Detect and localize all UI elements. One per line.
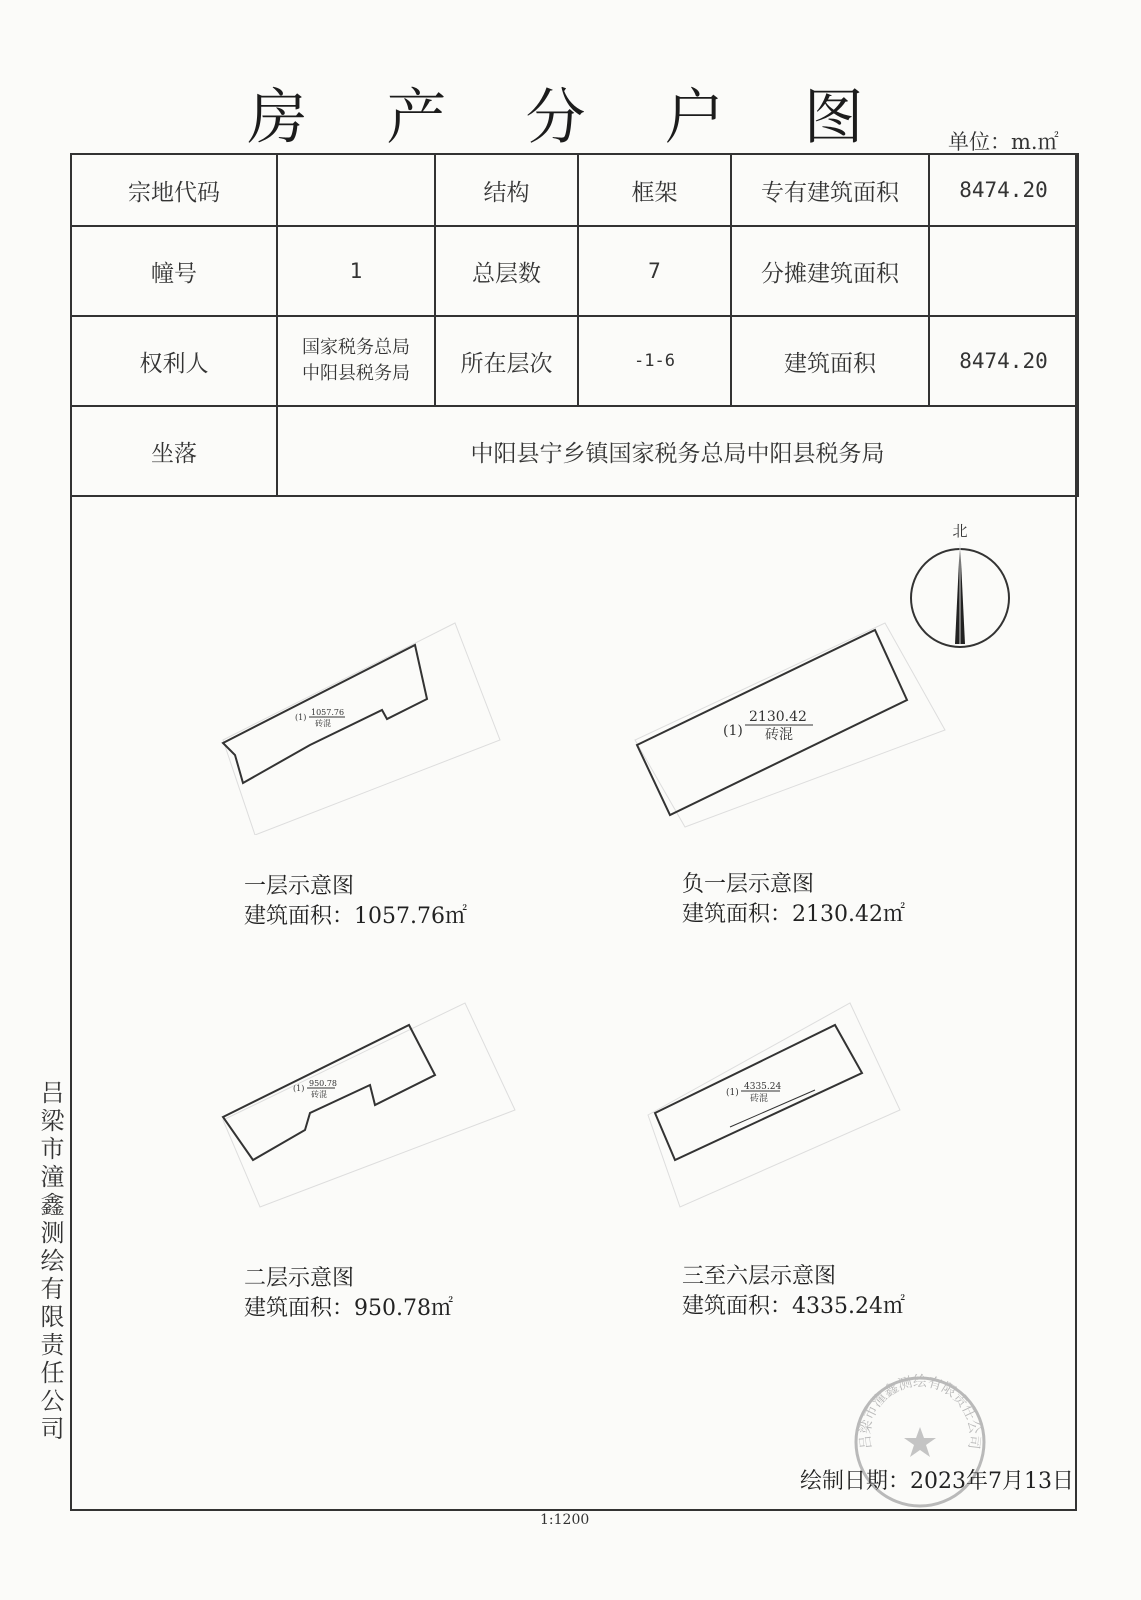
plan-caption-title: 一层示意图 xyxy=(244,874,355,899)
floor-level-value: -1-6 xyxy=(578,316,731,406)
first-floor-plan xyxy=(215,615,505,835)
plan-caption-4 xyxy=(682,1262,905,1322)
location-label: 坐落 xyxy=(71,406,277,496)
compass-north-label: 北 xyxy=(952,522,968,540)
plan-caption-1 xyxy=(244,872,467,932)
plan-area-value: 4335.24 xyxy=(744,1082,782,1092)
table-row xyxy=(71,154,1078,226)
exclusive-area-value: 8474.20 xyxy=(929,154,1078,226)
scale-label: 1:1200 xyxy=(540,1512,590,1528)
plan-material: 砖混 xyxy=(765,727,793,743)
plan-outline xyxy=(223,1025,435,1160)
plan-caption-3 xyxy=(244,1264,453,1324)
basement-floor-plan xyxy=(625,615,960,830)
land-code-value xyxy=(277,154,435,226)
plan-material: 砖混 xyxy=(750,1094,769,1104)
plan-material: 砖混 xyxy=(315,719,331,728)
table-row xyxy=(71,226,1078,316)
plan-caption-area: 建筑面积：950.78㎡ xyxy=(244,1296,453,1321)
shared-area-label: 分摊建筑面积 xyxy=(731,226,929,316)
second-floor-plan xyxy=(215,995,520,1210)
plan-area-value: 2130.42 xyxy=(749,709,807,725)
plan-badge: (1) xyxy=(295,713,307,722)
plan-caption-2 xyxy=(682,870,905,930)
page-title: 房 产 分 户 图 xyxy=(247,83,894,153)
plan-label-group xyxy=(723,709,813,743)
plan-badge: (1) xyxy=(293,1084,305,1093)
owner-value-line2: 中阳县税务局 xyxy=(302,363,410,384)
plan-badge: (1) xyxy=(726,1088,739,1098)
plan-outline xyxy=(655,1025,862,1160)
land-code-label: 宗地代码 xyxy=(71,154,277,226)
shared-area-value xyxy=(929,226,1078,316)
draw-date: 绘制日期：2023年7月13日 xyxy=(800,1469,1074,1494)
structure-value: 框架 xyxy=(578,154,731,226)
plan-caption-area: 建筑面积：1057.76㎡ xyxy=(244,904,467,929)
side-company-name: 吕梁市潼鑫测绘有限责任公司 xyxy=(36,1080,64,1444)
seal-text: 吕梁市潼鑫测绘有限责任公司 xyxy=(857,1374,983,1451)
total-floors-value: 7 xyxy=(578,226,731,316)
owner-label: 权利人 xyxy=(71,316,277,406)
plan-badge: (1) xyxy=(723,723,743,739)
seal-star-icon xyxy=(904,1427,936,1457)
building-no-label: 幢号 xyxy=(71,226,277,316)
unit-label: 单位：m.㎡ xyxy=(948,130,1059,154)
plan-material: 砖混 xyxy=(311,1090,327,1099)
plan-caption-title: 二层示意图 xyxy=(244,1266,355,1291)
table-row xyxy=(71,406,1078,496)
plan-caption-area: 建筑面积：4335.24㎡ xyxy=(682,1294,905,1319)
plan-caption-title: 负一层示意图 xyxy=(682,872,815,897)
property-info-table xyxy=(70,153,1079,497)
floor-level-label: 所在层次 xyxy=(435,316,578,406)
plan-label-group xyxy=(295,708,345,728)
building-area-value: 8474.20 xyxy=(929,316,1078,406)
table-row xyxy=(71,316,1078,406)
plan-caption-area: 建筑面积：2130.42㎡ xyxy=(682,902,905,927)
total-floors-label: 总层数 xyxy=(435,226,578,316)
plan-label-group xyxy=(726,1082,781,1104)
plan-area-value: 1057.76 xyxy=(311,708,345,717)
exclusive-area-label: 专有建筑面积 xyxy=(731,154,929,226)
building-area-label: 建筑面积 xyxy=(731,316,929,406)
structure-label: 结构 xyxy=(435,154,578,226)
plan-area-value: 950.78 xyxy=(309,1079,337,1088)
plan-label-group xyxy=(293,1079,337,1099)
location-value: 中阳县宁乡镇国家税务总局中阳县税务局 xyxy=(277,406,1078,496)
plan-caption-title: 三至六层示意图 xyxy=(682,1264,837,1289)
building-no-value: 1 xyxy=(277,226,435,316)
owner-value-line1: 国家税务总局 xyxy=(302,337,410,358)
third-to-sixth-floor-plan xyxy=(640,995,920,1210)
owner-value xyxy=(277,316,435,406)
